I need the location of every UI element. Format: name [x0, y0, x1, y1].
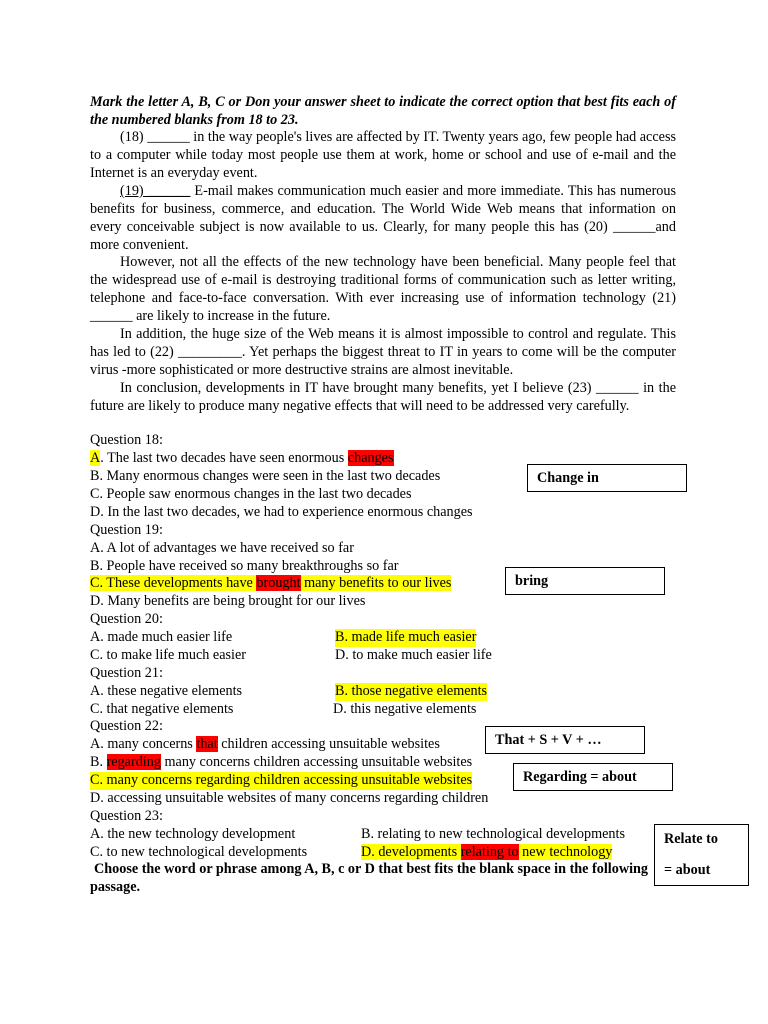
q18-option-b: B. Many enormous changes were seen in the last two decades: [90, 468, 441, 484]
q21-option-c: C. that negative elements: [90, 701, 234, 717]
q22-option-b: [90, 754, 472, 772]
q23-option-c: C. to new technological developments: [90, 844, 308, 860]
q22-b-text-end: many concerns children accessing unsuitable websites: [160, 754, 473, 770]
passage-paragraph-4: In addition, the huge size of the Web means it is almost impossible to control and regulate. This has led to (22) _________. Yet perhaps the biggest threat to IT in years to come will be the computer virus -more sophisticated or more destructive strains are almost inevitable.: [90, 326, 676, 378]
q19-c-text-end: many benefits to our lives: [300, 575, 452, 591]
question-23-title: Question 23:: [90, 808, 163, 824]
q19-option-b: B. People have received so many breakthroughs so far: [90, 558, 399, 574]
q19-c-mark: brought: [256, 575, 301, 591]
q18-option-c: C. People saw enormous changes in the last two decades: [90, 486, 412, 502]
note-change-in: Change in: [527, 464, 687, 492]
note-relate-to-line1: Relate to: [664, 831, 718, 847]
note-relate-to: [654, 824, 749, 886]
blank-19: (19) ______: [120, 183, 191, 199]
q23-d-text: D. developments: [361, 844, 461, 860]
q19-c-text: C. These developments have: [90, 575, 257, 591]
q21-option-a: A. these negative elements: [90, 683, 243, 699]
closing-instruction: Choose the word or phrase among A, B, c or D that best fits the blank space in the following passage.: [90, 861, 648, 895]
q21-option-d: D. this negative elements: [333, 701, 477, 717]
q20-option-c: C. to make life much easier: [90, 647, 247, 663]
question-21-title: Question 21:: [90, 665, 163, 681]
q22-a-text: A. many concerns: [90, 736, 197, 752]
q18-a-text: . The last two decades have seen enormous: [100, 450, 348, 466]
passage-paragraph-3: However, not all the effects of the new technology have been beneficial. Many people feel that the widespread use of e-mail is destroying traditional forms of communication such as letter writing, telephone and face-to-face conversation. With ever increasing use of information technology (21) ______ are likely to increase in the future.: [90, 254, 676, 324]
q19-option-c: [90, 575, 451, 593]
q22-option-a: [90, 736, 440, 754]
q22-a-text-end: children accessing unsuitable websites: [217, 736, 440, 752]
q23-option-a: A. the new technology development: [90, 826, 296, 842]
q18-option-a: [90, 450, 394, 468]
q22-b-text: B.: [90, 754, 107, 770]
q23-d-text-end: new technology: [518, 844, 613, 860]
q20-option-b: B. made life much easier: [335, 629, 477, 645]
question-22-title: Question 22:: [90, 718, 163, 734]
q19-option-d: D. Many benefits are being brought for our lives: [90, 593, 366, 609]
passage-paragraph-2: [90, 183, 676, 255]
note-relate-to-line2: = about: [664, 862, 711, 878]
q23-d-mark: relating to: [460, 844, 519, 860]
q18-a-mark: changes: [347, 450, 394, 466]
q20-option-d: D. to make much easier life: [335, 647, 492, 663]
q18-a-letter: A: [90, 450, 101, 466]
question-20-title: Question 20:: [90, 611, 163, 627]
note-bring: bring: [505, 567, 665, 595]
q21-option-b: B. those negative elements: [335, 683, 488, 699]
passage-paragraph-1: (18) ______ in the way people's lives are affected by IT. Twenty years ago, few people had access to a computer while today most people use them at work, home or school and use of e-mail and the Internet is an everyday event.: [90, 129, 676, 181]
q22-b-mark: regarding: [106, 754, 161, 770]
q23-option-b: B. relating to new technological developments: [361, 826, 625, 842]
q20-option-a: A. made much easier life: [90, 629, 233, 645]
q18-option-d: D. In the last two decades, we had to experience enormous changes: [90, 504, 473, 520]
q23-option-d: [361, 844, 612, 862]
q22-option-d: D. accessing unsuitable websites of many concerns regarding children: [90, 790, 489, 806]
note-regarding: Regarding = about: [513, 763, 673, 791]
question-19-title: Question 19:: [90, 522, 163, 538]
note-that-svo: That + S + V + …: [485, 726, 645, 754]
passage-paragraph-5: In conclusion, developments in IT have brought many benefits, yet I believe (23) ______ in the future are likely to produce many negative effects that will need to be addressed very carefully.: [90, 380, 676, 414]
instruction-text: Mark the letter A, B, C or Don your answer sheet to indicate the correct option that best fits each of the numbered blanks from 18 to 23.: [90, 94, 676, 128]
q22-a-mark: that: [196, 736, 218, 752]
passage-paragraph-2-text: E-mail makes communication much easier and more immediate. This has numerous benefits for business, commerce, and education. The World Wide Web means that information on every conceivable subject is now available to us. Clearly, for many people this has (20) ______and more convenient.: [90, 183, 677, 253]
q19-option-a: A. A lot of advantages we have received so far: [90, 540, 354, 556]
question-18-title: Question 18:: [90, 432, 163, 448]
q22-option-c: C. many concerns regarding children accessing unsuitable websites: [90, 772, 473, 788]
